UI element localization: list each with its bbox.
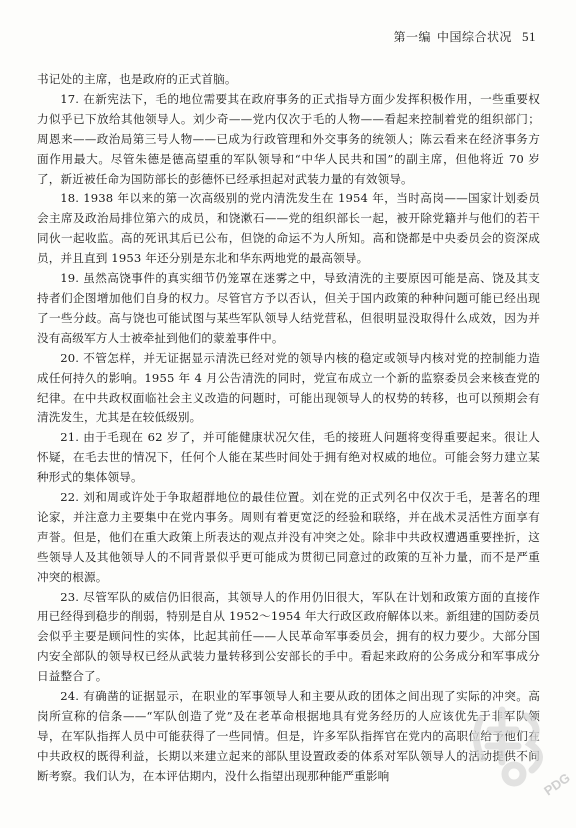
header-section: 第一编 xyxy=(393,30,431,44)
paragraph-18: 18. 1938 年以来的第一次高级别的党内清洗发生在 1954 年，当时高岗——国家计划委员会主席及政治局排位第六的成员，和饶漱石——党的组织部长一起，被开除党籍并与他们的若干同伙一起收监。高的死讯其后已公布，但饶的命运不为人所知。高和饶都是中央委员会的资深成员，并且直到 1953 年还分别是东北和华东两地党的最高领导。 xyxy=(37,191,540,266)
page-header xyxy=(40,28,536,45)
page-number: 51 xyxy=(522,29,536,44)
watermark-text: PDG xyxy=(541,770,573,799)
paragraph-24: 24. 有确凿的证据显示，在职业的军事领导人和主要从政的团体之间出现了实际的冲突。高岗所宣称的信条——“军队创造了党”及在老革命根据地具有党务经历的人应该优先于非军队领导，在军队指挥人员中可能获得了一些同情。但是，许多军队指挥官在党内的高职位给予他们在中共政权的既得利益，长期以来建立起来的部队里设置政委的体系对军队领导人的活动提供不间断考察。我们认为，在本评估期内，没什么指望出现那种能严重影响 xyxy=(37,689,540,783)
paragraph-22: 22. 刘和周或许处于争取超群地位的最佳位置。刘在党的正式列名中仅次于毛，是著名的理论家，并注意力主要集中在党内事务。周则有着更宽泛的经验和联络，并在战术灵活性方面享有声誉。但是，他们在重大政策上所表达的观点并没有冲突之处。除非中共政权遭遇重要挫折，这些领导人及其他领导人的不同背景似乎更可能成为贯彻已同意过的政策的互补力量，而不是严重冲突的根源。 xyxy=(37,490,540,584)
paragraph-20: 20. 不管怎样，并无证据显示清洗已经对党的领导内核的稳定或领导内核对党的控制能力造成任何持久的影响。1955 年 4 月公告清洗的同时，党宣布成立一个新的监察委员会来核查党的纪律。在中共政权面临社会主义改造的问题时，可能出现领导人的权势的转移，也可以预期会有清洗发生，尤其是在较低级别。 xyxy=(37,350,540,425)
body-text xyxy=(37,70,540,787)
header-title: 中国综合状况 xyxy=(436,30,512,44)
paragraph-23: 23. 尽管军队的威信仍旧很高，其领导人的作用仍旧很大，军队在计划和政策方面的直接作用已经得到稳步的削弱，特别是自从 1952～1954 年大行政区政府解体以来。新组建的国防委员会似乎主要是顾问性的实体，比起其前任——人民革命军事委员会，拥有的权力要少。大部分国内安全部队的领导权已经从武装力量转移到公安部长的手中。看起来政府的公务成分和军事成分日益整合了。 xyxy=(37,589,540,684)
paragraph-19: 19. 虽然高饶事件的真实细节仍笼罩在迷雾之中，导致清洗的主要原因可能是高、饶及其支持者们企图增加他们自身的权力。尽管官方予以否认，但关于国内政策的种种问题可能已经出现了一些分歧。高与饶也可能试图与某些军队领导人结党营私，但很明显没取得什么成效，因为并没有高级军方人士被牵扯到他们的蒙羞事件中。 xyxy=(37,271,540,345)
paragraph-continuation: 书记处的主席，也是政府的正式首脑。 xyxy=(37,72,237,86)
paragraph-17: 17. 在新宪法下，毛的地位需要其在政府事务的正式指导方面少发挥积极作用，一些重要权力似乎已下放给其他领导人。刘少奇——党内仅次于毛的人物——看起来控制着党的组织部门；周恩来——政治局第三号人物——已成为行政管理和外交事务的统领人；陈云看来在经济事务方面作用最大。尽管朱德是德高望重的军队领导和“中华人民共和国”的副主席，但他将近 70 岁了，新近被任命为国防部长的彭德怀已经承担起对武装力量的有效领导。 xyxy=(37,91,540,186)
paragraph-21: 21. 由于毛现在 62 岁了，并可能健康状况欠佳，毛的接班人问题将变得重要起来。很让人怀疑，在毛去世的情况下，任何个人能在某些时间处于拥有绝对权威的地位。可能会努力建立某种形式的集体领导。 xyxy=(37,430,540,485)
